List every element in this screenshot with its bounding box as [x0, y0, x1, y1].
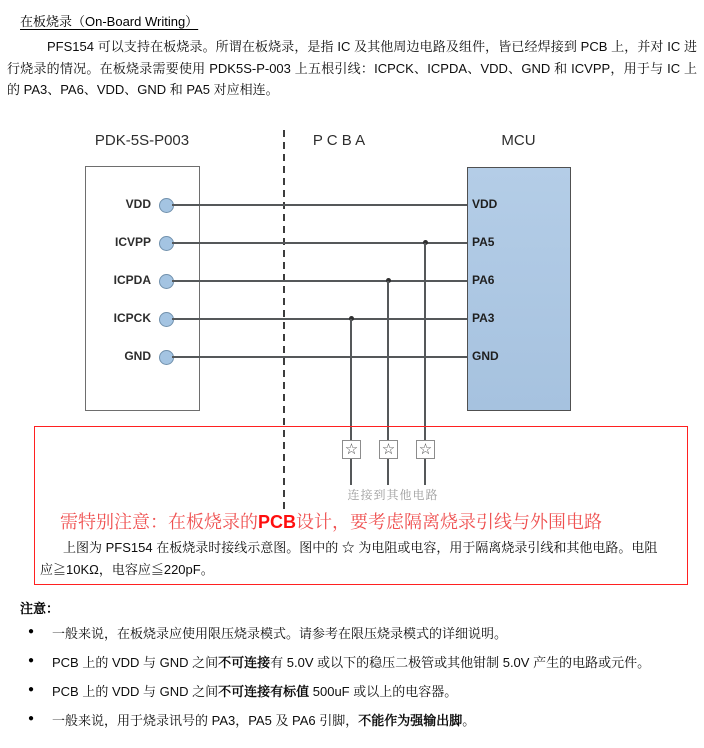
branch-wire	[350, 319, 352, 440]
bullet-icon: ●	[28, 684, 35, 695]
note-text-bold: 不可连接有标值	[218, 684, 310, 699]
note-text: 一般来说，用于烧录讯号的 PA3，PA5 及 PA6 引脚，	[52, 713, 359, 728]
warning-headline	[60, 508, 602, 534]
wire	[172, 356, 467, 358]
intro-paragraph: PFS154 可以支持在板烧录。所谓在板烧录，是指 IC 及其他周边电路及组件，皆已经焊接到 PCB 上，并对 IC 进行烧录的情况。在板烧录需要使用 PDK5S-P-003 上五根引线：ICPCK、ICPDA、VDD、GND 和 ICVPP，用于与 IC 上的 PA3、PA6、VDD、GND 和 PA5 对应相连。	[7, 39, 697, 97]
note-text: PCB 上的 VDD 与 GND 之间	[52, 655, 219, 670]
note-text: PCB 上的 VDD 与 GND 之间	[52, 684, 219, 699]
writer-pin-label: ICPCK	[113, 311, 151, 325]
note-item	[52, 681, 457, 700]
bullet-icon: ●	[28, 626, 35, 637]
bullet-icon: ●	[28, 655, 35, 666]
notes-heading: 注意：	[20, 601, 60, 616]
note-text: 。	[462, 713, 476, 728]
note-item	[52, 710, 475, 729]
mcu-column-title: MCU	[501, 132, 536, 149]
note-text: 一般来说，在板烧录应使用限压烧录模式。请参考在限压烧录模式的详细说明。	[52, 626, 508, 641]
isolation-component-icon: ☆	[416, 440, 435, 459]
bullet-icon: ●	[28, 713, 35, 724]
warning-headline-post: 设计，要考虑隔离烧录引线与外围电路	[296, 512, 603, 532]
note-item	[52, 623, 507, 642]
note-text-bold: 不能作为强输出脚	[358, 713, 463, 728]
isolation-component-icon: ☆	[379, 440, 398, 459]
wire	[172, 204, 467, 206]
warning-headline-pcb: PCB	[258, 512, 297, 532]
mcu-pin-label: VDD	[472, 197, 498, 211]
writer-pin-label: VDD	[125, 197, 151, 211]
writer-column-title: PDK-5S-P003	[94, 132, 190, 149]
mcu-pin-label: GND	[472, 349, 499, 363]
warning-headline-pre: 需特别注意：在板烧录的	[60, 512, 258, 532]
branch-wire	[387, 281, 389, 440]
other-circuit-label: 连接到其他电路	[347, 488, 439, 502]
writer-pin-label: ICPDA	[113, 273, 151, 287]
wire	[172, 280, 467, 282]
note-item	[52, 652, 650, 671]
mcu-pin-label: PA3	[472, 311, 495, 325]
note-text-bold: 不可连接	[218, 655, 271, 670]
branch-wire	[424, 243, 426, 440]
warning-body-line2: 应≧10KΩ，电容应≦220pF。	[40, 562, 214, 577]
note-text: 有 5.0V 或以下的稳压二极管或其他钳制 5.0V 产生的电路或元件。	[270, 655, 651, 670]
note-text: 500uF 或以上的电容器。	[309, 684, 458, 699]
writer-pin-label: ICVPP	[114, 235, 151, 249]
isolation-component-icon: ☆	[342, 440, 361, 459]
page-title: 在板烧录（On-Board Writing）	[20, 14, 199, 29]
pcba-column-title: P C B A	[312, 132, 366, 149]
wire	[172, 318, 467, 320]
mcu-pin-label: PA5	[472, 235, 495, 249]
warning-body-line1: 上图为 PFS154 在板烧录时接线示意图。图中的 ☆ 为电阻或电容，用于隔离烧录引线和其他电路。电阻	[63, 540, 658, 555]
writer-pin-label: GND	[124, 349, 151, 363]
mcu-pin-label: PA6	[472, 273, 495, 287]
